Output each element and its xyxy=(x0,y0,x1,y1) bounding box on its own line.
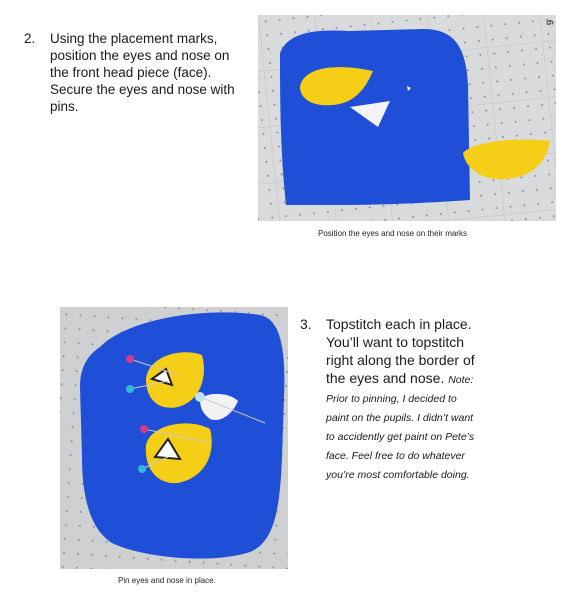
step-3-note: Note: Prior to pinning, I decided to paint on the pupils. I didn’t want to accidently get paint on Pete’s face. Feel free to do whatever you’re most comfortable doing. xyxy=(326,374,475,481)
photo-eyes-nose-marks xyxy=(258,15,556,221)
step-3-number: 3. xyxy=(300,316,312,332)
pin-head-pink-2 xyxy=(140,425,148,433)
photo-2-caption: Pin eyes and nose in place. xyxy=(118,576,216,585)
pin-head-cyan xyxy=(126,385,134,393)
step-3-body xyxy=(326,315,476,483)
photo-pinned-eyes-nose xyxy=(60,307,288,569)
pin-head-white xyxy=(195,392,205,402)
step-2-number: 2. xyxy=(24,31,36,46)
pin-head-pink xyxy=(126,355,134,363)
step-3-text: Topstitch each in place. You’ll want to topstitch right along the border of the eyes and nose. xyxy=(326,316,475,386)
photo-1-caption: Position the eyes and nose on their marks xyxy=(318,229,467,238)
pin-head-cyan-2 xyxy=(138,465,146,473)
mat-ruler-number: 6 xyxy=(543,19,555,26)
step-2-text: Using the placement marks, position the eyes and nose on the front head piece (face). Secure the eyes and nose with pins. xyxy=(50,31,235,114)
